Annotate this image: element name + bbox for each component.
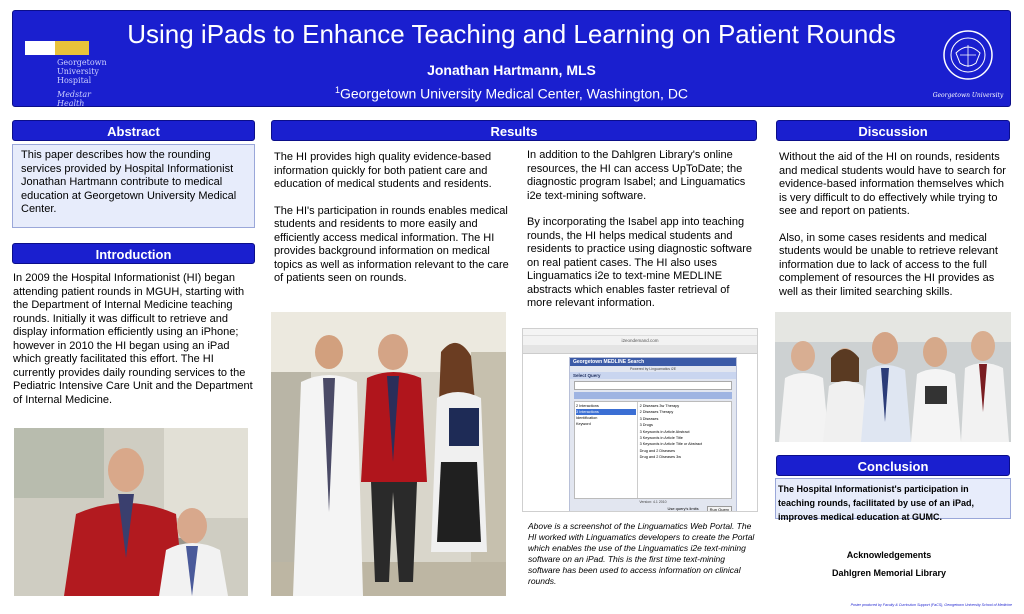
results-col1 bbox=[274, 151, 512, 286]
linguamatics-portal-screenshot bbox=[522, 328, 758, 512]
query-item[interactable]: 2 Diseases 3w Therapy bbox=[639, 404, 680, 408]
conclusion-heading: Conclusion bbox=[776, 455, 1010, 476]
introduction-text: In 2009 the Hospital Informationist (HI) began attending patient rounds in MGUH, starting with the Department of Internal Medicine teaching rounds. Initially it was difficult to retrieve and display information efficiently using an iPhone; however in 2010 the HI began using an iPad which greatly facilitated this effort. The HI currently provides daily rounding services to the Pediatric Intensive Care Unit and the Department of Internal Medicine. bbox=[13, 272, 253, 406]
poster-author: Jonathan Hartmann, MLS bbox=[427, 62, 596, 78]
portal-version: Version: 4.1 2010 bbox=[639, 500, 667, 504]
abstract-heading: Abstract bbox=[12, 120, 255, 141]
poster-footer: Poster produced by Faculty & Curriculum Support (FaCS), Georgetown University School of Medicine bbox=[850, 603, 1012, 607]
poster-header bbox=[12, 10, 1011, 107]
photo-rounds-group bbox=[775, 312, 1011, 442]
abstract-box bbox=[12, 144, 255, 228]
discussion-text bbox=[779, 151, 1011, 299]
university-seal bbox=[932, 29, 1004, 99]
query-item[interactable]: Drug and 2 Diseases 3w bbox=[639, 455, 681, 460]
results-col2-para: In addition to the Dahlgren Library's online resources, the HI can access UpToDate; the diagnostic program Isabel; and Linguamatics i2e text-mining software. bbox=[527, 149, 746, 202]
discussion-para: Without the aid of the HI on rounds, residents and medical students would have to search for evidence-based information themselves which is very difficult to do effectively while trying to see and report on patients. bbox=[779, 151, 1006, 217]
query-item[interactable]: 3 Keywords in Article Abstract bbox=[639, 429, 690, 434]
discussion-heading: Discussion bbox=[776, 120, 1010, 141]
results-col1-para: The HI provides high quality evidence-based information quickly for both patient care and education of medical students and residents. bbox=[274, 151, 492, 190]
photo-hi-with-resident bbox=[14, 428, 248, 596]
logo-line: Hospital bbox=[57, 76, 92, 85]
portal-title: Georgetown MEDLINE Search bbox=[570, 358, 736, 366]
photo-rounds-hallway bbox=[271, 312, 506, 596]
results-col2 bbox=[527, 149, 757, 311]
logo-line: Georgetown bbox=[57, 58, 107, 67]
conclusion-text: The Hospital Informationist's participation in teaching rounds, facilitated by use of an iPad, improves medical education at GUMC. bbox=[778, 484, 975, 522]
acknowledgements-text: Dahlgren Memorial Library bbox=[831, 568, 947, 578]
run-query-button[interactable]: Run Query bbox=[707, 506, 732, 512]
poster-title: Using iPads to Enhance Teaching and Learning on Patient Rounds bbox=[127, 19, 896, 49]
query-folder[interactable]: Keyword bbox=[576, 422, 591, 426]
seal-caption: Georgetown University bbox=[932, 92, 1004, 99]
query-folder-selected[interactable]: 3 Interactions bbox=[576, 409, 636, 415]
query-item[interactable]: 3 Keywords in Article Title or Abstract bbox=[639, 442, 703, 447]
select-query-label: Select Query bbox=[570, 372, 736, 379]
portal-powered-by: Powered by Linguamatics i2E bbox=[629, 367, 677, 371]
query-item[interactable]: 3 Drugs bbox=[639, 423, 653, 428]
acknowledgements-heading: Acknowledgements bbox=[846, 550, 932, 560]
results-col2-para: By incorporating the Isabel app into teaching rounds, the HI helps medical students and residents to practice using diagnostic software on real patient cases. The HI also uses Linguamatics i2e to text-mine MEDLINE abstracts which enables faster retrieval of more relevant information. bbox=[527, 216, 753, 309]
browser-url-bar: i2eondemand.com bbox=[523, 336, 757, 345]
introduction-heading: Introduction bbox=[12, 243, 255, 264]
query-dropdown[interactable] bbox=[574, 381, 732, 390]
query-folder[interactable]: 2 Interactions bbox=[576, 404, 599, 408]
use-query-limits-checkbox[interactable]: Use query's limits bbox=[667, 506, 699, 511]
poster-affiliation: $^1$Georgetown University Medical Center, Washington, DC bbox=[334, 85, 689, 102]
results-col1-para: The HI's participation in rounds enables medical students and residents to more easily and efficiently access medical information. The HI provides background information on medical topics as well as information relevant to the care of patients seen on rounds. bbox=[274, 204, 509, 284]
logo-tagline: Medstar Health bbox=[57, 90, 91, 108]
query-item[interactable]: 3 Keywords in Article Title bbox=[639, 436, 683, 441]
screenshot-caption: Above is a screenshot of the Linguamatics Web Portal. The HI worked with Linguamatics developers to create the Portal which enables the use of the Linguamatics i2e text-mining software on an iPad. This is the first time text-mining software has been used to access information on clinical rounds. bbox=[528, 521, 755, 586]
logo-line: University bbox=[57, 67, 99, 76]
query-folder[interactable]: Identification bbox=[576, 416, 598, 420]
results-heading: Results bbox=[271, 120, 757, 141]
query-item[interactable]: Drug and 2 Diseases bbox=[639, 448, 676, 453]
discussion-para: Also, in some cases residents and medical students would be unable to retrieve relevant information due to lack of access to the full complement of resources the HI provides as well as their limited searching skills. bbox=[779, 231, 998, 298]
conclusion-box bbox=[775, 478, 1011, 522]
query-item[interactable]: 2 Diseases Therapy bbox=[639, 410, 674, 415]
abstract-text: This paper describes how the rounding services provided by Hospital Informationist Jonathan Hartmann contribute to medical education at Georgetown University Medical Center. bbox=[21, 149, 237, 215]
query-item[interactable]: 3 Diseases bbox=[639, 416, 659, 421]
